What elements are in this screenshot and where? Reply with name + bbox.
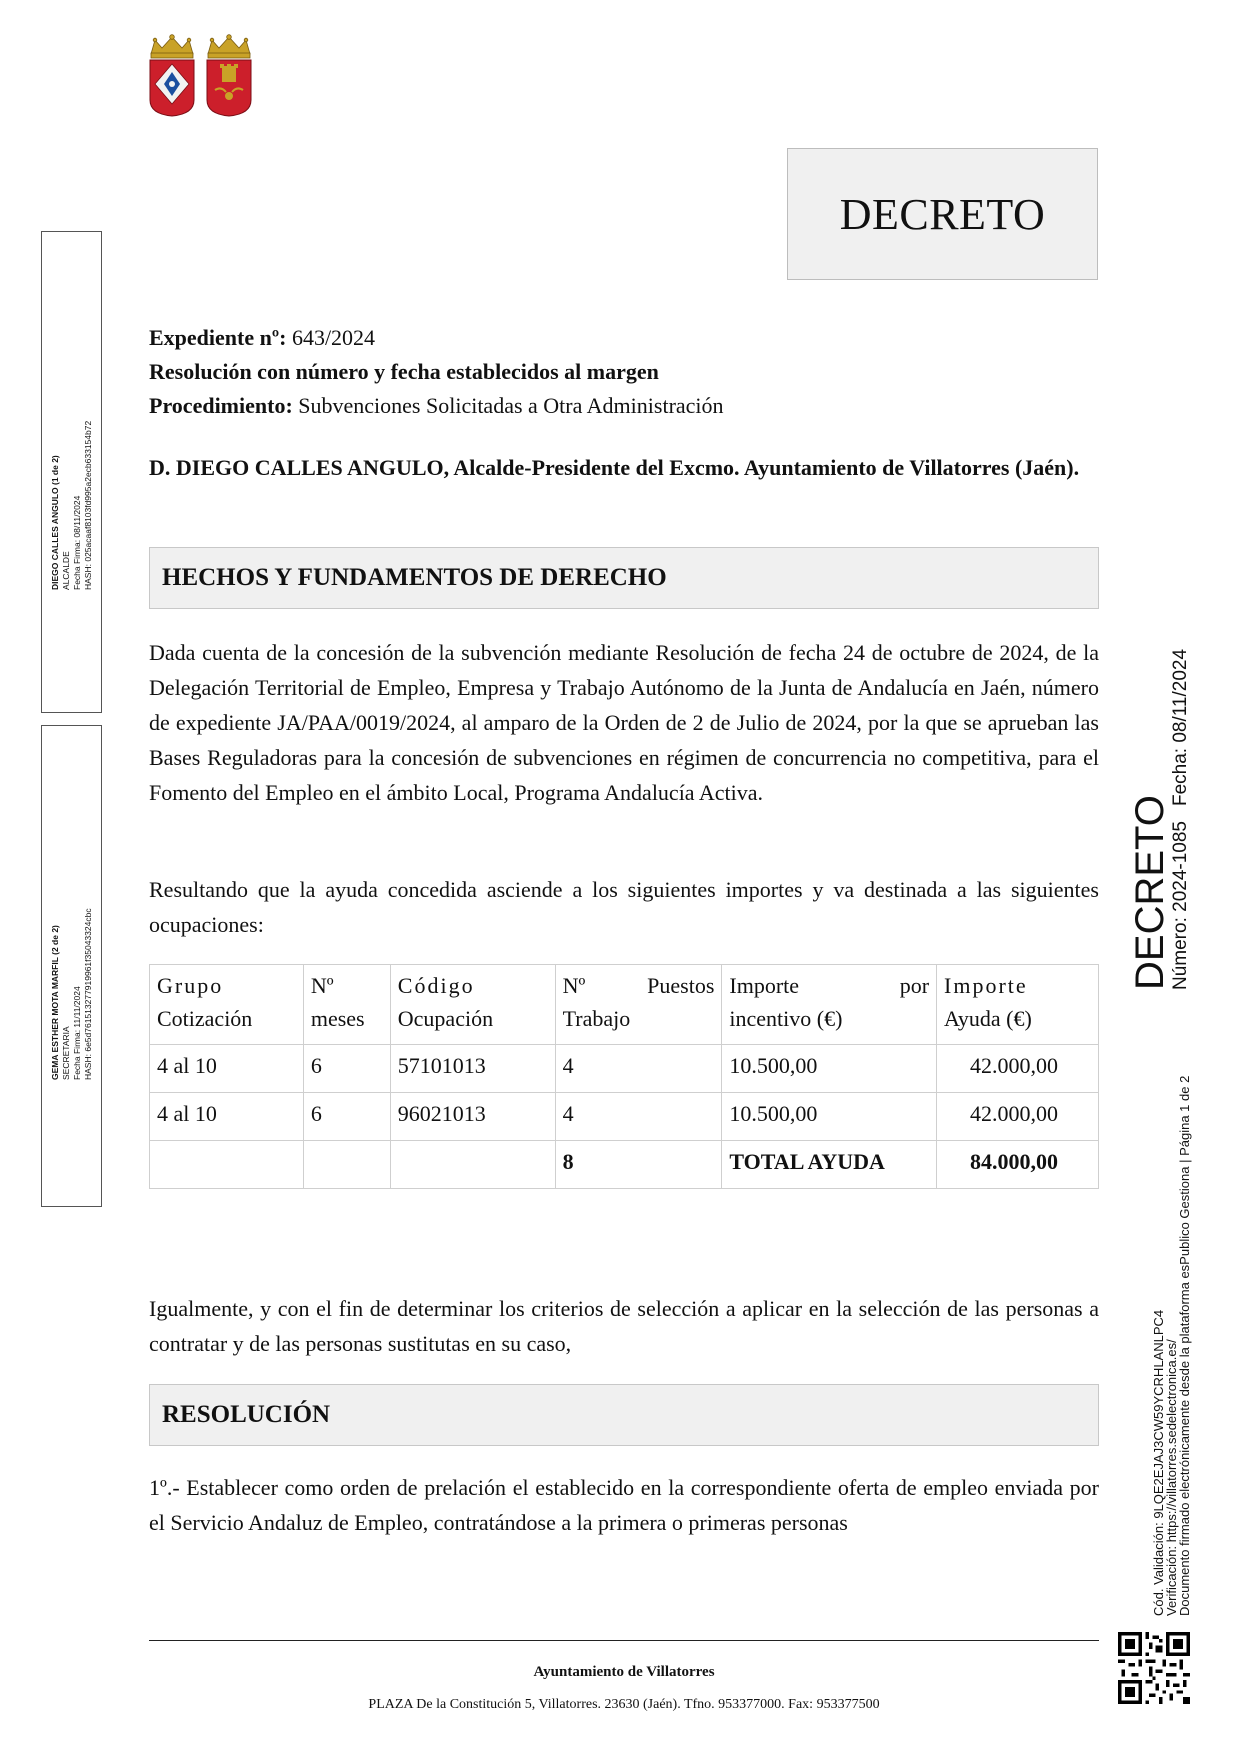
table-row — [150, 1045, 1099, 1093]
cell-incentivo: 10.500,00 — [722, 1093, 937, 1141]
section-hechos: HECHOS Y FUNDAMENTOS DE DERECHO — [149, 547, 1099, 609]
cell-meses: 6 — [303, 1045, 390, 1093]
cell-puestos: 4 — [555, 1093, 722, 1141]
paragraph-resolucion-1: 1º.- Establecer como orden de prelación el establecido en la correspondiente oferta de empleo enviada por el Servicio Andaluz de Empleo, contratándose a la primera o primeras personas — [149, 1475, 1099, 1535]
paragraph-concesion: Dada cuenta de la concesión de la subvención mediante Resolución de fecha 24 de octubre de 2024, de la Delegación Territorial de Empleo, Empresa y Trabajo Autónomo de la Junta de Andalucía en Jaén, número de expediente JA/PAA/0019/2024, al amparo de la Orden de 2 de Julio de 2024, por la que se aprueban las Bases Reguladoras para la concesión de subvenciones en régimen de concurrencia no competitiva, para el Fomento del Empleo en el ámbito Local, Programa Andalucía Activa. — [149, 640, 1099, 805]
paragraph-resultando: Resultando que la ayuda concedida asciende a los siguientes importes y va destinada a las siguientes ocupaciones: — [149, 877, 1099, 937]
cell-puestos: 4 — [555, 1045, 722, 1093]
procedimiento-label: Procedimiento: — [149, 393, 293, 418]
procedimiento-line — [149, 389, 724, 423]
paragraph-igualmente: Igualmente, y con el fin de determinar los criterios de selección a aplicar en la selección de las personas a contratar y de las personas sustitutas en su caso, — [149, 1296, 1099, 1356]
cell-incentivo: 10.500,00 — [722, 1045, 937, 1093]
side-decreto-numero: Número: 2024-1085 — [1170, 821, 1191, 990]
municipal-coat-of-arms-left — [147, 34, 197, 118]
header-meses: Nº meses — [303, 965, 390, 1045]
section-resolucion: RESOLUCIÓN — [149, 1384, 1099, 1446]
cell-codigo: 96021013 — [390, 1093, 555, 1141]
header-importe-ayuda: Importe Ayuda (€) — [937, 965, 1099, 1045]
qr-code-icon — [1118, 1632, 1190, 1704]
cell-grupo: 4 al 10 — [150, 1045, 304, 1093]
cell-empty — [150, 1141, 304, 1189]
authority-statement: D. DIEGO CALLES ANGULO, Alcalde-Presidente del Excmo. Ayuntamiento de Villatorres (Jaén). — [149, 455, 1080, 480]
municipal-coat-of-arms-right — [204, 34, 254, 118]
cell-codigo: 57101013 — [390, 1045, 555, 1093]
cell-empty — [390, 1141, 555, 1189]
footer-organization: Ayuntamiento de Villatorres — [533, 1664, 715, 1680]
expediente-value: 643/2024 — [286, 325, 376, 350]
header-importe-incentivo: Importe por incentivo (€) — [722, 965, 937, 1045]
expediente-label: Expediente nº: — [149, 325, 287, 350]
header-grupo: Grupo Cotización — [150, 965, 304, 1045]
footer-divider — [149, 1640, 1099, 1641]
total-puestos: 8 — [555, 1141, 722, 1189]
total-label: TOTAL AYUDA — [722, 1141, 937, 1189]
table-row — [150, 1093, 1099, 1141]
footer-address: PLAZA De la Constitución 5, Villatorres. 23630 (Jaén). Tfno. 953377000. Fax: 953377500 — [368, 1697, 880, 1712]
signature-secretaria: GEMA ESTHER MOTA MARFIL (2 de 2) SECRETARIA Fecha Firma: 11/11/2024 HASH: 6e5d761513277919961f35043324cbc — [50, 908, 93, 1080]
header-codigo: Código Ocupación — [390, 965, 555, 1045]
cell-ayuda: 42.000,00 — [937, 1045, 1099, 1093]
side-decreto-title: DECRETO — [1128, 795, 1172, 990]
total-ayuda: 84.000,00 — [937, 1141, 1099, 1189]
ayuda-table — [149, 964, 1099, 1189]
cell-empty — [303, 1141, 390, 1189]
decree-title-box — [787, 148, 1098, 280]
table-total-row — [150, 1141, 1099, 1189]
side-decreto-fecha: Fecha: 08/11/2024 — [1170, 648, 1191, 806]
signature-alcalde: DIEGO CALLES ANGULO (1 de 2) ALCALDE Fecha Firma: 08/11/2024 HASH: 025acaaf8103fd995a2ecb633154b72 — [50, 420, 93, 590]
side-validation-text: Cód. Validación: 9LQE2EJAJ3CW59YCRHLANLPC4 Verificación: https://villatorres.sedelectronica.es/ Documento firmado electrónicamente desde la plataforma esPublico Gestiona | Página 1 de 2 — [1151, 1075, 1192, 1616]
table-header-row — [150, 965, 1099, 1045]
cell-grupo: 4 al 10 — [150, 1093, 304, 1141]
resolucion-line: Resolución con número y fecha establecidos al margen — [149, 359, 659, 384]
cell-meses: 6 — [303, 1093, 390, 1141]
header-puestos: Nº Puestos Trabajo — [555, 965, 722, 1045]
expediente-line — [149, 321, 375, 355]
procedimiento-value: Subvenciones Solicitadas a Otra Administración — [292, 393, 724, 418]
decree-title: DECRETO — [839, 189, 1046, 239]
cell-ayuda: 42.000,00 — [937, 1093, 1099, 1141]
